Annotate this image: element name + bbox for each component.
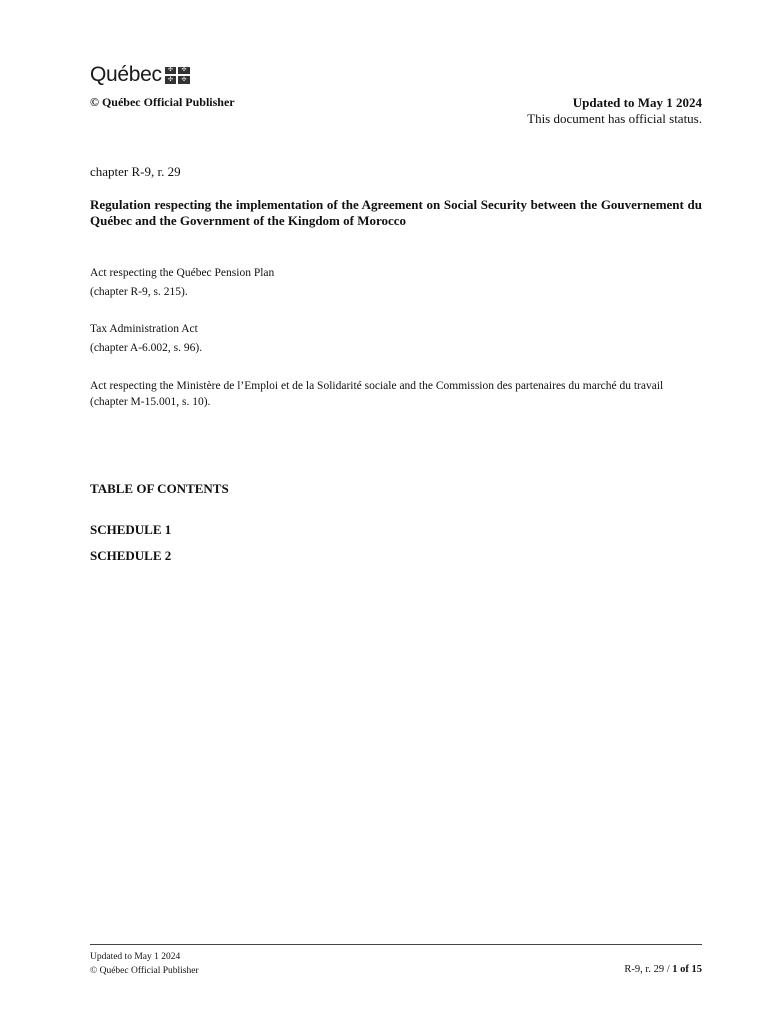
flag-quadrant: ✣: [165, 67, 177, 75]
footer-divider: [90, 944, 702, 945]
act-entry: [90, 320, 702, 358]
logo-text: Québec: [90, 63, 162, 86]
act-name: Tax Administration Act: [90, 323, 198, 335]
document-title: Regulation respecting the implementation of the Agreement on Social Security between the Gouvernement du Québec and the Government of the Kingdom of Morocco: [90, 197, 702, 228]
quebec-logo: [90, 62, 190, 88]
act-entry: [90, 376, 702, 412]
act-name: Act respecting the Ministère de l’Emploi et de la Solidarité sociale and the Commission des partenaires du marché du travail: [90, 380, 664, 392]
update-status: [527, 95, 702, 127]
flag-quadrant: ✣: [165, 76, 177, 84]
page-indicator: [624, 964, 702, 975]
act-name: Act respecting the Québec Pension Plan: [90, 267, 275, 279]
act-reference: (chapter M-15.001, s. 10).: [90, 396, 211, 408]
official-status: This document has official status.: [527, 111, 702, 126]
footer-updated: Updated to May 1 2024: [90, 952, 181, 962]
publisher-label: © Québec Official Publisher: [90, 95, 235, 109]
toc-link-schedule-1[interactable]: SCHEDULE 1: [90, 522, 172, 537]
chapter-number: chapter R-9, r. 29: [90, 164, 181, 179]
toc-heading: TABLE OF CONTENTS: [90, 481, 229, 496]
act-entry: [90, 264, 702, 302]
toc-link-schedule-2[interactable]: SCHEDULE 2: [90, 548, 172, 563]
flag-quadrant: ✣: [178, 67, 190, 75]
page-reference: R-9, r. 29 /: [624, 964, 670, 975]
footer-publisher: © Québec Official Publisher: [90, 966, 199, 976]
flag-quadrant: ✣: [178, 76, 190, 84]
fleur-de-lis-flag-icon: [165, 67, 190, 84]
enabling-acts: [90, 264, 702, 430]
updated-date: Updated to May 1 2024: [572, 95, 702, 110]
toc-list: [90, 517, 171, 569]
act-reference: (chapter A-6.002, s. 96).: [90, 342, 203, 354]
act-reference: (chapter R-9, s. 215).: [90, 286, 188, 298]
page-number: 1 of 15: [672, 964, 702, 975]
footer-info: [90, 950, 199, 978]
